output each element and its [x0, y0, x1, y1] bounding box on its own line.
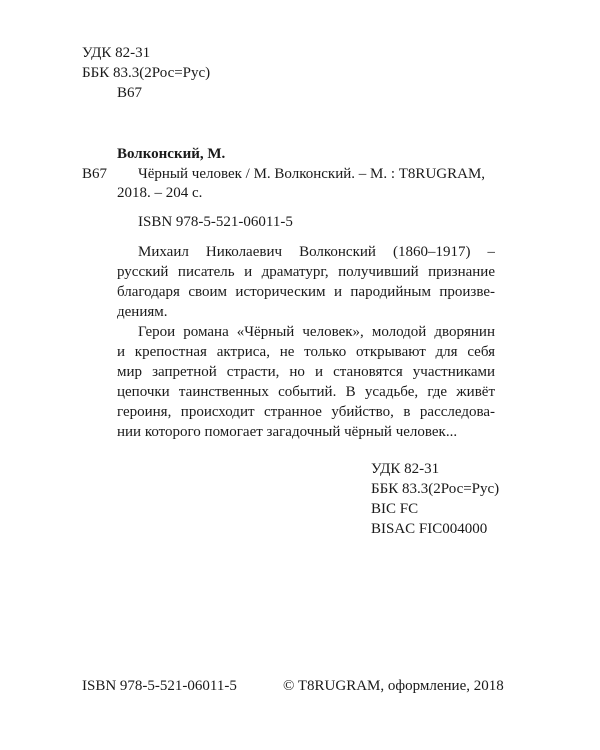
card-mark: В67 — [82, 166, 108, 182]
class-bbk: ББК 83.3(2Рос=Рус) — [371, 481, 500, 497]
annotation-p1-line: русский писатель и драматург, получивший признание — [117, 264, 495, 280]
class-udk: УДК 82-31 — [371, 461, 440, 477]
annotation-p2-line: Герои романа «Чёрный человек», молодой дворянин — [138, 324, 495, 340]
footer-copyright: © T8RUGRAM, оформление, 2018 — [283, 678, 504, 694]
annotation-p2-line: и крепостная актриса, не только открывают для себя — [117, 344, 495, 360]
annotation-p2-line: мир запретной страсти, но и становятся участниками — [117, 364, 495, 380]
top-udk: УДК 82-31 — [82, 45, 151, 61]
annotation-p1-line: благодаря своим историческим и пародийным произве- — [117, 284, 495, 300]
annotation-p2-line: нии которого помогает загадочный чёрный человек... — [117, 424, 458, 440]
annotation-paragraph-2 — [117, 322, 495, 442]
top-author-mark: В67 — [117, 85, 143, 101]
annotation-p2-line: цепочки таинственных событий. В усадьбе, где живёт — [117, 384, 495, 400]
card-author: Волконский, М. — [117, 146, 226, 162]
footer-isbn: ISBN 978-5-521-06011-5 — [82, 678, 237, 694]
class-bisac: BISAC FIC004000 — [371, 521, 488, 537]
annotation-p2-line: героиня, происходит странное убийство, в расследова- — [117, 404, 495, 420]
class-bic: BIC FC — [371, 501, 419, 517]
card-isbn: ISBN 978-5-521-06011-5 — [138, 214, 293, 230]
card-title-line-2: 2018. – 204 с. — [117, 185, 203, 201]
annotation-p1-line: Михаил Николаевич Волконский (1860–1917) – — [138, 244, 495, 260]
annotation-paragraph-1 — [117, 242, 495, 322]
annotation-p1-line: дениям. — [117, 304, 168, 320]
top-bbk: ББК 83.3(2Рос=Рус) — [82, 65, 211, 81]
card-title-line-1: Чёрный человек / М. Волконский. – М. : T8RUGRAM, — [138, 166, 486, 182]
